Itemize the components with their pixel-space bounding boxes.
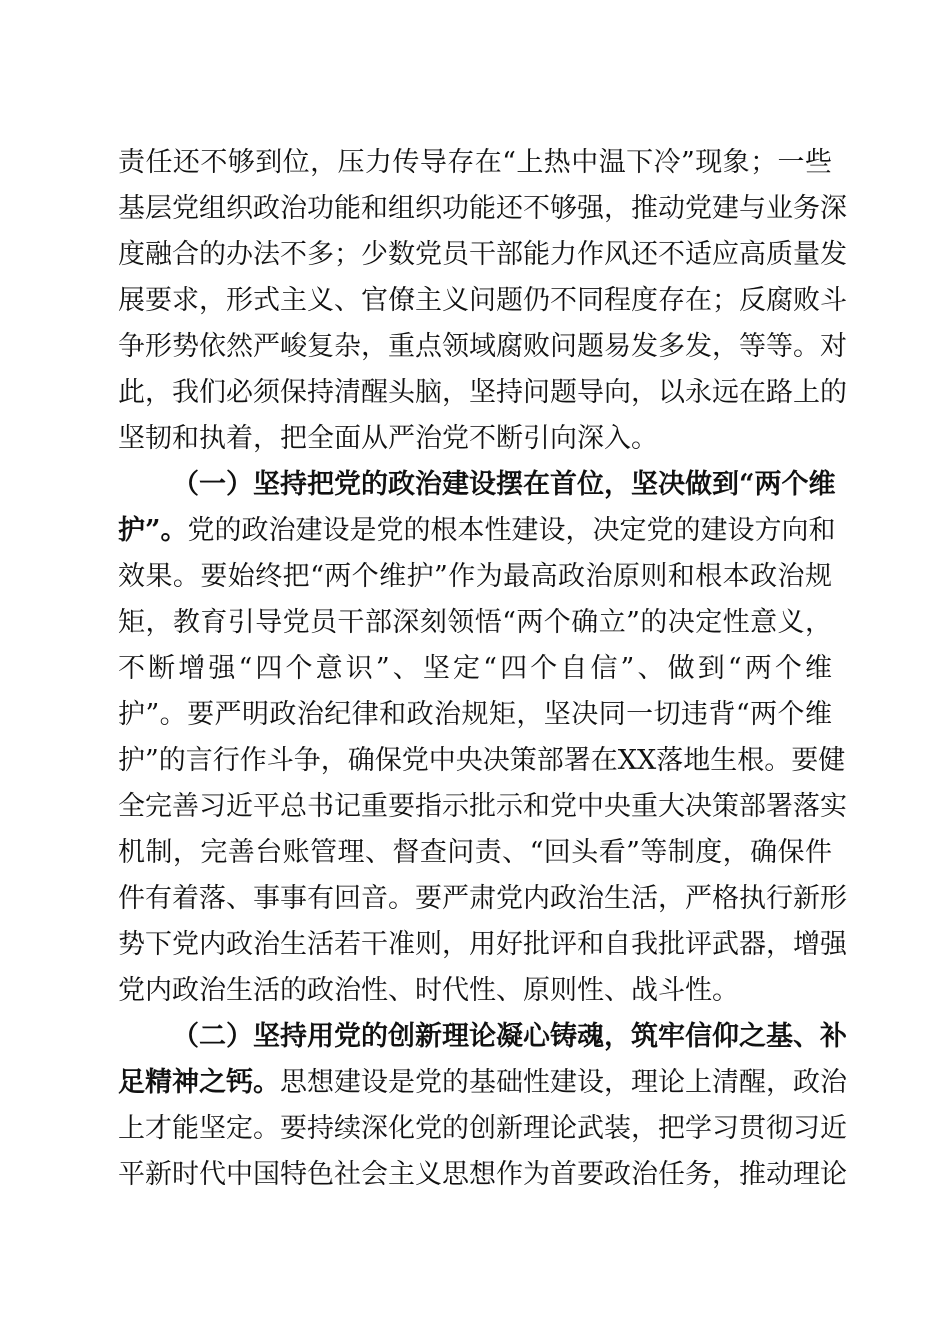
section-1-line-11: 势下党内政治生活若干准则，用好批评和自我批评武器，增强 — [118, 929, 847, 960]
section-1-line-3: 效果。要始终把“两个维护”作为最高政治原则和根本政治规 — [118, 561, 832, 592]
section-1-line-5: 不断增强“四个意识”、坚定“四个自信”、做到“两个维 — [118, 653, 832, 684]
paragraph-1-line-2: 基层党组织政治功能和组织功能还不够强，推动党建与业务深 — [118, 193, 847, 224]
paragraph-1-line-1: 责任还不够到位，压力传导存在“上热中温下冷”现象；一些 — [118, 147, 832, 178]
paragraph-1-line-5: 争形势依然严峻复杂，重点领域腐败问题易发多发，等等。对 — [118, 331, 847, 362]
section-1-line-9: 机制，完善台账管理、督查问责、“回头看”等制度，确保件 — [118, 837, 832, 868]
paragraph-1-line-4: 展要求，形式主义、官僚主义问题仍不同程度存在；反腐败斗 — [118, 285, 847, 316]
section-2-line-2-text: 思想建设是党的基础性建设，理论上清醒，政治 — [280, 1067, 847, 1098]
section-1-line-4: 矩，教育引导党员干部深刻领悟“两个确立”的决定性意义， — [118, 607, 832, 638]
paragraph-1-line-7: 坚韧和执着，把全面从严治党不断引向深入。 — [118, 423, 658, 454]
section-1-line-12: 党内政治生活的政治性、时代性、原则性、战斗性。 — [118, 975, 739, 1006]
section-2-line-4: 平新时代中国特色社会主义思想作为首要政治任务，推动理论 — [118, 1159, 847, 1190]
section-1-line-10: 件有着落、事事有回音。要严肃党内政治生活，严格执行新形 — [118, 883, 847, 914]
section-2-heading-end: 足精神之钙。 — [118, 1067, 280, 1098]
section-1-line-7: 护”的言行作斗争，确保党中央决策部署在XX落地生根。要健 — [118, 745, 846, 776]
section-1-line-8: 全完善习近平总书记重要指示批示和党中央重大决策部署落实 — [118, 791, 847, 822]
section-1-line-6: 护”。要严明政治纪律和政治规矩，坚决同一切违背“两个维 — [118, 699, 832, 730]
section-1-line-2 — [118, 508, 836, 554]
section-2-heading: （二）坚持用党的创新理论凝心铸魂，筑牢信仰之基、补 — [172, 1021, 847, 1052]
section-2-line-2 — [118, 1060, 847, 1106]
section-1-heading: （一）坚持把党的政治建设摆在首位，坚决做到“两个维 — [172, 469, 836, 500]
paragraph-1-line-3: 度融合的办法不多；少数党员干部能力作风还不适应高质量发 — [118, 239, 847, 270]
paragraph-1-line-6: 此，我们必须保持清醒头脑，坚持问题导向，以永远在路上的 — [118, 377, 847, 408]
section-1-heading-end: 护”。 — [118, 515, 188, 546]
section-1-line-2-text: 党的政治建设是党的根本性建设，决定党的建设方向和 — [187, 515, 836, 546]
section-2-line-3: 上才能坚定。要持续深化党的创新理论武装，把学习贯彻习近 — [118, 1113, 847, 1144]
